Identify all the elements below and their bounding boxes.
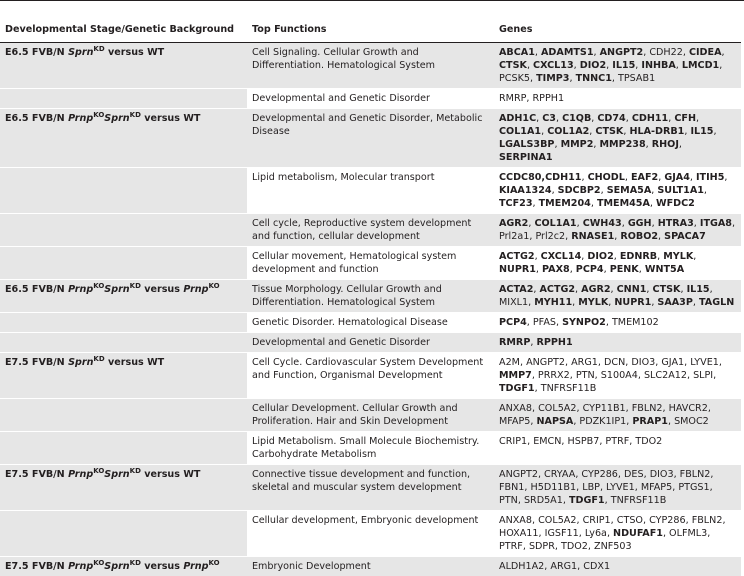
cell-stage: E7.5 FVB/N Prnp$^{KO}$Sprn$^{KD}$ versus Prnp$^{KO}$ (0, 557, 247, 576)
table-row (0, 247, 741, 280)
gene-name: ACTA2 (499, 284, 533, 295)
gene-name: AGR2 (499, 218, 528, 229)
table-row (0, 214, 741, 247)
gene-name: SULT1A1 (657, 185, 704, 196)
gene-name: SMOC2 (674, 416, 709, 427)
gene-name: DIO3 (650, 469, 674, 480)
table-row (0, 557, 741, 576)
gene-name: MYLK (578, 297, 608, 308)
gene-name: MMP238 (600, 139, 646, 150)
gene-name: ARG1 (550, 561, 577, 572)
gene-name: TDO2 (561, 541, 588, 552)
gene-name: LYVE1 (606, 482, 635, 493)
gene-name: NDUFAF1 (613, 528, 663, 539)
cell-function: Cell Signaling. Cellular Growth and Differentiation. Hematological System (247, 43, 494, 89)
gene-name: RMRP (499, 93, 526, 104)
gene-name: SDPR (529, 541, 555, 552)
gene-name: TAGLN (699, 297, 734, 308)
gene-name: H5D11B1 (531, 482, 577, 493)
gene-name: EMCN (533, 436, 561, 447)
gene-name: ITGA8 (700, 218, 732, 229)
header-genes: Genes (494, 16, 741, 43)
gene-name: SLC2A12 (644, 370, 687, 381)
table-row (0, 465, 741, 511)
gene-name: DIO2 (587, 251, 613, 262)
cell-stage (0, 168, 247, 214)
gene-name: AGR2 (581, 284, 610, 295)
gene-name: Prl2a1 (499, 231, 529, 242)
cell-genes: RMRP, RPPH1 (494, 333, 741, 353)
cell-function: Lipid metabolism, Molecular transport (247, 168, 494, 214)
gene-name: PRRX2 (538, 370, 570, 381)
gene-name: SERPINA1 (499, 152, 553, 163)
gene-name: TIMP3 (536, 73, 569, 84)
cell-function: Embryonic Development (247, 557, 494, 576)
gene-name: HLA-DRB1 (629, 126, 684, 137)
gene-name: PTRF (499, 541, 523, 552)
gene-name: MFAP5 (499, 416, 530, 427)
cell-function: Tissue Morphology. Cellular Growth and Differentiation. Hematological System (247, 280, 494, 313)
gene-name: IL15 (687, 284, 710, 295)
gene-name: INHBA (641, 60, 675, 71)
gene-name: ANGPT2 (499, 469, 538, 480)
gene-name: TDO2 (635, 436, 662, 447)
gene-name: COL5A2 (538, 403, 576, 414)
table-row (0, 399, 741, 432)
gene-name: IL15 (690, 126, 713, 137)
cell-genes: A2M, ANGPT2, ARG1, DCN, DIO3, GJA1, LYVE1, MMP7, PRRX2, PTN, S100A4, SLC2A12, SLPI, TDGF1, TNFRSF11B (494, 353, 741, 399)
gene-name: SYNPO2 (562, 317, 606, 328)
gene-name: PENK (610, 264, 639, 275)
gene-name: S100A4 (601, 370, 638, 381)
cell-stage: E7.5 FVB/N Prnp$^{KO}$Sprn$^{KD}$ versus WT (0, 465, 247, 511)
table-row (0, 168, 741, 214)
gene-name: PTN (576, 370, 595, 381)
cell-genes: CRIP1, EMCN, HSPB7, PTRF, TDO2 (494, 432, 741, 465)
cell-function: Cell Cycle. Cardiovascular System Development and Function, Organismal Development (247, 353, 494, 399)
gene-name: FBLN2 (692, 515, 723, 526)
gene-name: RMRP (499, 337, 530, 348)
cell-function: Developmental and Genetic Disorder, Metabolic Disease (247, 109, 494, 168)
table-top-rule (0, 0, 744, 1)
gene-name: PTGS1 (678, 482, 709, 493)
cell-function: Developmental and Genetic Disorder (247, 333, 494, 353)
gene-name: EDNRB (620, 251, 657, 262)
cell-genes: ACTA2, ACTG2, AGR2, CNN1, CTSK, IL15, MIXL1, MYH11, MYLK, NUPR1, SAA3P, TAGLN (494, 280, 741, 313)
gene-name: LGALS3BP (499, 139, 554, 150)
gene-name: FBN1 (499, 482, 524, 493)
gene-name: PCP4 (499, 317, 527, 328)
cell-function: Connective tissue development and function, skeletal and muscular system development (247, 465, 494, 511)
gene-name: GJA4 (664, 172, 690, 183)
cell-genes: AGR2, COL1A1, CWH43, GGH, HTRA3, ITGA8, Prl2a1, Prl2c2, RNASE1, ROBO2, SPACA7 (494, 214, 741, 247)
gene-name: CTSK (653, 284, 681, 295)
gene-name: ALDH1A2 (499, 561, 544, 572)
table-row (0, 89, 741, 109)
gene-name: RPPH1 (536, 337, 572, 348)
gene-name: Ly6a (585, 528, 607, 539)
cell-genes: RMRP, RPPH1 (494, 89, 741, 109)
cell-genes: ACTG2, CXCL14, DIO2, EDNRB, MYLK, NUPR1, PAX8, PCP4, PENK, WNT5A (494, 247, 741, 280)
gene-name: RNASE1 (571, 231, 614, 242)
cell-stage: E6.5 FVB/N Prnp$^{KO}$Sprn$^{KD}$ versus Prnp$^{KO}$ (0, 280, 247, 313)
gene-name: PAX8 (542, 264, 570, 275)
gene-name: CDH22 (649, 47, 683, 58)
gene-name: PTN (499, 495, 518, 506)
cell-genes: ANXA8, COL5A2, CRIP1, CTSO, CYP286, FBLN2, HOXA11, IGSF11, Ly6a, NDUFAF1, OLFML3, PTRF, SDPR, TDO2, ZNF503 (494, 511, 741, 557)
table-row (0, 432, 741, 465)
gene-name: CCDC80,CDH11 (499, 172, 581, 183)
gene-name: TDGF1 (569, 495, 605, 506)
gene-name: PCP4 (576, 264, 604, 275)
gene-name: PDZK1IP1 (579, 416, 626, 427)
gene-name: ANGPT2 (600, 47, 644, 58)
gene-name: CRIP1 (583, 515, 611, 526)
header-stage: Developmental Stage/Genetic Background (0, 16, 247, 43)
gene-name: TNNC1 (576, 73, 612, 84)
gene-name: CNN1 (617, 284, 647, 295)
table-row (0, 43, 741, 89)
gene-name: HOXA11 (499, 528, 539, 539)
cell-function: Developmental and Genetic Disorder (247, 89, 494, 109)
gene-name: TPSAB1 (618, 73, 655, 84)
gene-name: RHOJ (652, 139, 679, 150)
gene-name: ROBO2 (620, 231, 658, 242)
table-row (0, 109, 741, 168)
gene-name: MMP7 (499, 370, 532, 381)
gene-name: OLFML3 (669, 528, 707, 539)
gene-name: TMEM204 (539, 198, 591, 209)
gene-name: CTSK (499, 60, 527, 71)
cell-function: Cell cycle, Reproductive system development and function, cellular development (247, 214, 494, 247)
gene-name: WFDC2 (656, 198, 695, 209)
gene-name: DCN (604, 357, 625, 368)
table-body (0, 43, 741, 576)
gene-name: PFAS (533, 317, 556, 328)
gene-name: TMEM45A (597, 198, 650, 209)
table-row (0, 511, 741, 557)
gene-name: GGH (628, 218, 652, 229)
cell-stage: E7.5 FVB/N Sprn$^{KD}$ versus WT (0, 353, 247, 399)
gene-name: RPPH1 (533, 93, 565, 104)
gene-name: ITIH5 (696, 172, 724, 183)
table-row (0, 333, 741, 353)
gene-name: PTRF (605, 436, 629, 447)
gene-name: ANXA8 (499, 515, 532, 526)
gene-name: CD74 (597, 113, 625, 124)
cell-stage (0, 399, 247, 432)
gene-name: CRIP1 (499, 436, 527, 447)
gene-name: IL15 (612, 60, 635, 71)
gene-name: PRAP1 (632, 416, 668, 427)
gene-name: LYVE1 (690, 357, 719, 368)
gene-name: CYP286 (581, 469, 618, 480)
gene-name: SEMA5A (607, 185, 652, 196)
gene-name: SLPI (693, 370, 713, 381)
table-row (0, 280, 741, 313)
gene-name: LBP (582, 482, 600, 493)
table-row (0, 353, 741, 399)
gene-name: GJA1 (661, 357, 684, 368)
gene-name: IGSF11 (545, 528, 579, 539)
cell-genes: ALDH1A2, ARG1, CDX1 (494, 557, 741, 576)
gene-name: MYLK (663, 251, 693, 262)
cell-function: Cellular Development. Cellular Growth and Proliferation. Hair and Skin Development (247, 399, 494, 432)
gene-name: NUPR1 (614, 297, 651, 308)
gene-name: CHODL (588, 172, 625, 183)
cell-genes: ANXA8, COL5A2, CYP11B1, FBLN2, HAVCR2, MFAP5, NAPSA, PDZK1IP1, PRAP1, SMOC2 (494, 399, 741, 432)
gene-name: ACTG2 (499, 251, 535, 262)
gene-name: SPACA7 (664, 231, 706, 242)
gene-name: DES (624, 469, 644, 480)
gene-name: A2M (499, 357, 520, 368)
gene-name: CYP286 (649, 515, 686, 526)
gene-name: PCSK5 (499, 73, 530, 84)
gene-name: FBLN2 (632, 403, 663, 414)
gene-name: CWH43 (583, 218, 622, 229)
gene-name: MIXL1 (499, 297, 528, 308)
header-row (0, 16, 741, 43)
gene-name: ABCA1 (499, 47, 535, 58)
gene-name: LMCD1 (682, 60, 719, 71)
gene-name: CXCL14 (541, 251, 582, 262)
gene-name: MYH11 (534, 297, 572, 308)
cell-stage (0, 214, 247, 247)
cell-stage (0, 511, 247, 557)
table-row (0, 313, 741, 333)
gene-name: TMEM102 (612, 317, 659, 328)
gene-name: HSPB7 (568, 436, 600, 447)
gene-name: ADH1C (499, 113, 536, 124)
gene-name: COL5A2 (538, 515, 576, 526)
gene-name: CTSO (617, 515, 643, 526)
gene-name: CXCL13 (533, 60, 574, 71)
cell-stage (0, 432, 247, 465)
gene-name: CDH11 (632, 113, 668, 124)
gene-name: MMP2 (561, 139, 594, 150)
gene-name: CFH (674, 113, 696, 124)
gene-name: HTRA3 (658, 218, 694, 229)
gene-name: CIDEA (689, 47, 722, 58)
cell-stage (0, 89, 247, 109)
gene-name: KIAA1324 (499, 185, 552, 196)
gene-name: ANGPT2 (526, 357, 565, 368)
gene-name: EAF2 (631, 172, 658, 183)
gene-name: DIO3 (631, 357, 655, 368)
gene-name: WNT5A (645, 264, 684, 275)
cell-genes: PCP4, PFAS, SYNPO2, TMEM102 (494, 313, 741, 333)
cell-genes: ADH1C, C3, C1QB, CD74, CDH11, CFH, COL1A1, COL1A2, CTSK, HLA-DRB1, IL15, LGALS3BP, MMP2, MMP238, RHOJ, SERPINA1 (494, 109, 741, 168)
gene-name: SAA3P (657, 297, 692, 308)
cell-stage (0, 333, 247, 353)
gene-name: C1QB (562, 113, 591, 124)
gene-name: Prl2c2 (535, 231, 565, 242)
cell-function: Genetic Disorder. Hematological Disease (247, 313, 494, 333)
gene-name: COL1A1 (499, 126, 541, 137)
cell-function: Lipid Metabolism. Small Molecule Biochemistry. Carbohydrate Metabolism (247, 432, 494, 465)
cell-stage: E6.5 FVB/N Prnp$^{KO}$Sprn$^{KD}$ versus WT (0, 109, 247, 168)
gene-name: HAVCR2 (669, 403, 708, 414)
cell-genes: CCDC80,CDH11, CHODL, EAF2, GJA4, ITIH5, KIAA1324, SDCBP2, SEMA5A, SULT1A1, TCF23, TMEM204, TMEM45A, WFDC2 (494, 168, 741, 214)
gene-name: CTSK (595, 126, 623, 137)
cell-stage (0, 247, 247, 280)
gene-name: CRYAA (544, 469, 575, 480)
cell-genes: ANGPT2, CRYAA, CYP286, DES, DIO3, FBLN2, FBN1, H5D11B1, LBP, LYVE1, MFAP5, PTGS1, PTN, SRD5A1, TDGF1, TNFRSF11B (494, 465, 741, 511)
gene-name: CYP11B1 (583, 403, 626, 414)
gene-name: TNFRSF11B (541, 383, 597, 394)
gene-name: NAPSA (536, 416, 573, 427)
cell-stage (0, 313, 247, 333)
cell-function: Cellular development, Embryonic development (247, 511, 494, 557)
gene-name: TNFRSF11B (611, 495, 667, 506)
gene-name: CDX1 (583, 561, 610, 572)
cell-genes: ABCA1, ADAMTS1, ANGPT2, CDH22, CIDEA, CTSK, CXCL13, DIO2, IL15, INHBA, LMCD1, PCSK5, TIMP3, TNNC1, TPSAB1 (494, 43, 741, 89)
gene-name: COL1A1 (534, 218, 576, 229)
gene-name: C3 (542, 113, 556, 124)
cell-stage: E6.5 FVB/N Sprn$^{KD}$ versus WT (0, 43, 247, 89)
gene-name: DIO2 (580, 60, 606, 71)
gene-name: MFAP5 (641, 482, 672, 493)
gene-name: TDGF1 (499, 383, 535, 394)
gene-name: ADAMTS1 (541, 47, 594, 58)
gene-name: ARG1 (571, 357, 598, 368)
gene-name: SDCBP2 (558, 185, 601, 196)
gene-name: NUPR1 (499, 264, 536, 275)
gene-name: TCF23 (499, 198, 533, 209)
cell-function: Cellular movement, Hematological system development and function (247, 247, 494, 280)
gene-name: COL1A2 (547, 126, 589, 137)
gene-name: ACTG2 (539, 284, 575, 295)
results-table (0, 16, 741, 576)
gene-name: ANXA8 (499, 403, 532, 414)
gene-name: ZNF503 (594, 541, 632, 552)
header-functions: Top Functions (247, 16, 494, 43)
gene-name: SRD5A1 (524, 495, 563, 506)
gene-name: FBLN2 (680, 469, 711, 480)
